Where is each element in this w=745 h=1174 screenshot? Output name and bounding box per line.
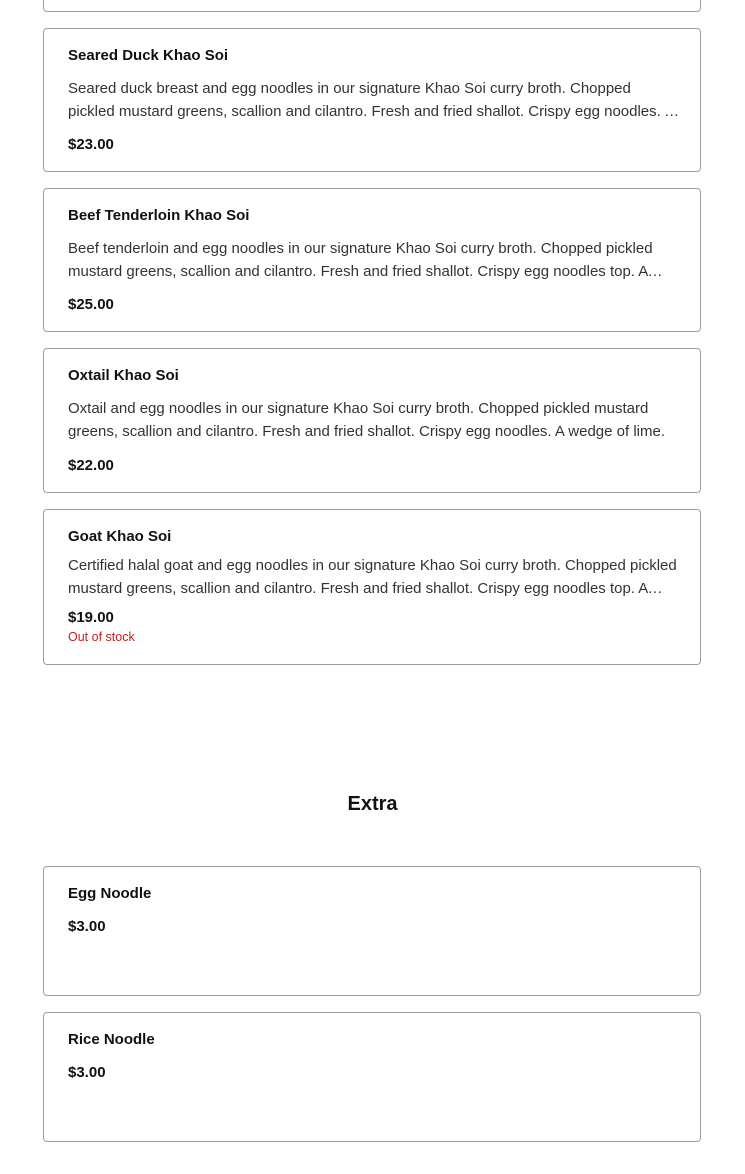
- menu-item-card[interactable]: [43, 348, 701, 493]
- menu-item-card[interactable]: [43, 1012, 701, 1142]
- menu-item-price: $25.00: [68, 296, 114, 313]
- menu-item-card[interactable]: [43, 509, 701, 665]
- menu-item-price: $3.00: [68, 918, 106, 935]
- menu-item-name: Goat Khao Soi: [68, 528, 172, 545]
- menu-item-name: Oxtail Khao Soi: [68, 367, 179, 384]
- out-of-stock-label: Out of stock: [68, 630, 135, 644]
- menu-item-price: $19.00: [68, 609, 114, 626]
- menu-item-card[interactable]: [43, 188, 701, 332]
- menu-item-description: Oxtail and egg noodles in our signature Khao Soi curry broth. Chopped pickled mustard greens, scallion and cilantro. Fresh and fried shallot. Crispy egg noodles. A wedge of lime.: [68, 400, 665, 440]
- menu-item-price: $3.00: [68, 1064, 106, 1081]
- menu-item-card-partial[interactable]: [43, 0, 701, 12]
- menu-item-name: Beef Tenderloin Khao Soi: [68, 207, 250, 224]
- menu-item-name: Rice Noodle: [68, 1031, 155, 1048]
- menu-item-description: Certified halal goat and egg noodles in our signature Khao Soi curry broth. Chopped pickled mustard greens, scallion and cilantro. Fresh and fried shallot. Crispy egg noodles top. A: [68, 557, 677, 597]
- menu-item-price: $22.00: [68, 457, 114, 474]
- menu-item-description: Beef tenderloin and egg noodles in our signature Khao Soi curry broth. Chopped pickled mustard greens, scallion and cilantro. Fresh and fried shallot. Crispy egg noodles top. A: [68, 240, 653, 280]
- menu-item-name: Seared Duck Khao Soi: [68, 47, 229, 64]
- section-heading: Extra: [347, 793, 398, 815]
- menu-item-name: Egg Noodle: [68, 885, 152, 902]
- menu-item-card[interactable]: [43, 866, 701, 996]
- menu-item-description: Seared duck breast and egg noodles in our signature Khao Soi curry broth. Chopped pickled mustard greens, scallion and cilantro. Fresh and fried shallot. Crispy egg noodles. A: [68, 80, 674, 120]
- menu-item-price: $23.00: [68, 136, 114, 153]
- menu-item-card[interactable]: [43, 28, 701, 172]
